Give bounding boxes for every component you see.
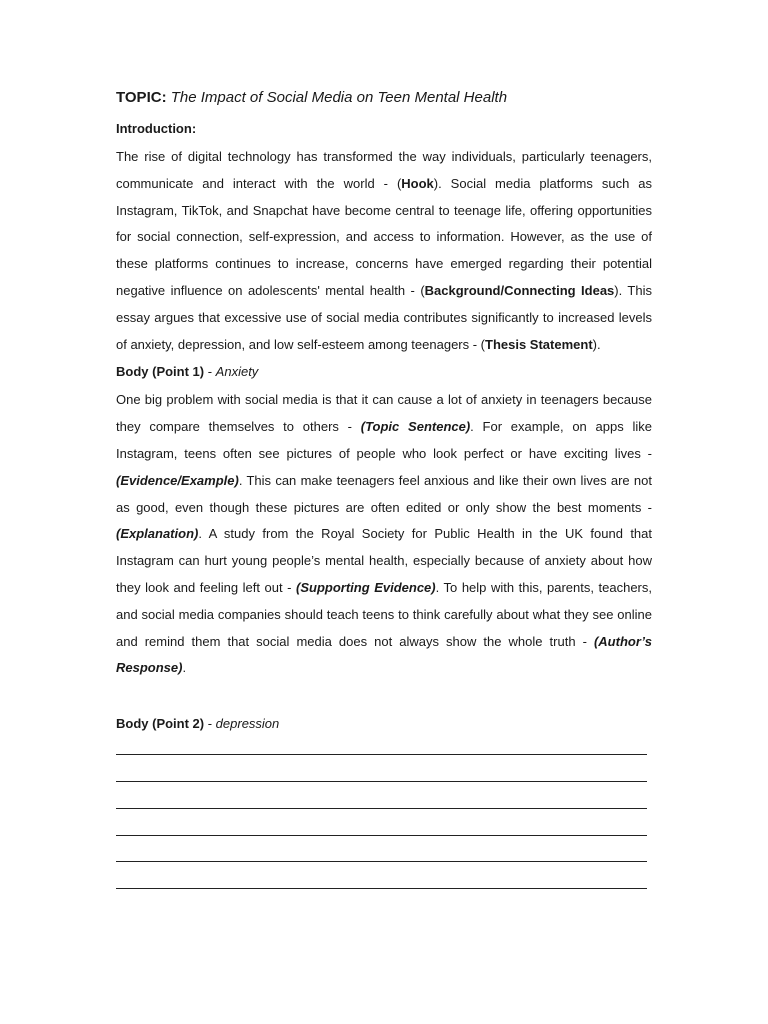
body2-heading-label: Body (Point 2) xyxy=(116,716,205,732)
body1-heading-label: Body (Point 1) xyxy=(116,364,205,380)
topic-line xyxy=(116,86,652,110)
introduction-paragraph xyxy=(116,144,652,358)
topic-title: The Impact of Social Media on Teen Mental Health xyxy=(170,89,508,106)
answer-line[interactable] xyxy=(116,754,647,755)
intro-text-3: ). This essay argues that excessive use of social media contributes significantly to increased levels of anxiety, depression, and low self-esteem among teenagers - ( xyxy=(116,282,652,352)
answer-lines xyxy=(116,754,652,889)
answer-line[interactable] xyxy=(116,861,647,862)
body1-text-3: . This can make teenagers feel anxious and like their own lives are not as good, even though these pictures are often edited or only show the best moments - xyxy=(116,472,652,515)
body1-text-6: . xyxy=(182,660,187,676)
intro-text-2: ). Social media platforms such as Instagram, TikTok, and Snapchat have become central to teenage life, offering opportunities for social connection, self-expression, and access to information. However, as the use of these platforms continues to increase, concerns have emerged regarding their potential negative influence on adolescents' mental health - ( xyxy=(116,175,652,298)
answer-line[interactable] xyxy=(116,781,647,782)
section-gap xyxy=(116,686,652,714)
body2-heading xyxy=(116,714,652,734)
intro-text-4: ). xyxy=(592,336,601,352)
topic-sentence-label: (Topic Sentence) xyxy=(360,419,471,435)
evidence-label: (Evidence/Example) xyxy=(116,472,239,488)
answer-line[interactable] xyxy=(116,808,647,809)
authors-response-label: (Author’s Response) xyxy=(116,633,652,676)
hook-label: Hook xyxy=(401,175,434,191)
body1-text-2: . For example, on apps like Instagram, teens often see pictures of people who look perfect or have exciting lives - xyxy=(116,419,652,461)
answer-line[interactable] xyxy=(116,888,647,889)
body1-heading xyxy=(116,362,652,382)
intro-text-1: The rise of digital technology has transformed the way individuals, particularly teenagers, communicate and interact with the world - ( xyxy=(116,149,652,191)
background-label: Background/Connecting Ideas xyxy=(424,282,615,298)
body2-separator: - xyxy=(204,716,216,732)
explanation-label: (Explanation) xyxy=(116,526,199,542)
body1-text-4: . A study from the Royal Society for Public Health in the UK found that Instagram can hurt young people’s mental health, especially because of anxiety about how they look and feeling left out - xyxy=(116,526,652,595)
thesis-label: Thesis Statement xyxy=(485,336,593,352)
body1-text-5: . To help with this, parents, teachers, and social media companies should teach teens to think carefully about what they see online and remind them that social media does not always show the whole truth - xyxy=(116,579,652,649)
essay-content xyxy=(116,86,652,889)
supporting-evidence-label: (Supporting Evidence) xyxy=(296,579,436,595)
body1-subtopic: Anxiety xyxy=(215,364,259,380)
answer-line[interactable] xyxy=(116,835,647,836)
topic-label: TOPIC: xyxy=(116,89,167,106)
body1-paragraph xyxy=(116,387,652,682)
body1-text-1: One big problem with social media is that it can cause a lot of anxiety in teenagers because they compare themselves to others - xyxy=(116,392,652,435)
body2-subtopic: depression xyxy=(215,716,280,732)
body1-separator: - xyxy=(204,364,216,380)
introduction-heading: Introduction: xyxy=(116,121,197,136)
